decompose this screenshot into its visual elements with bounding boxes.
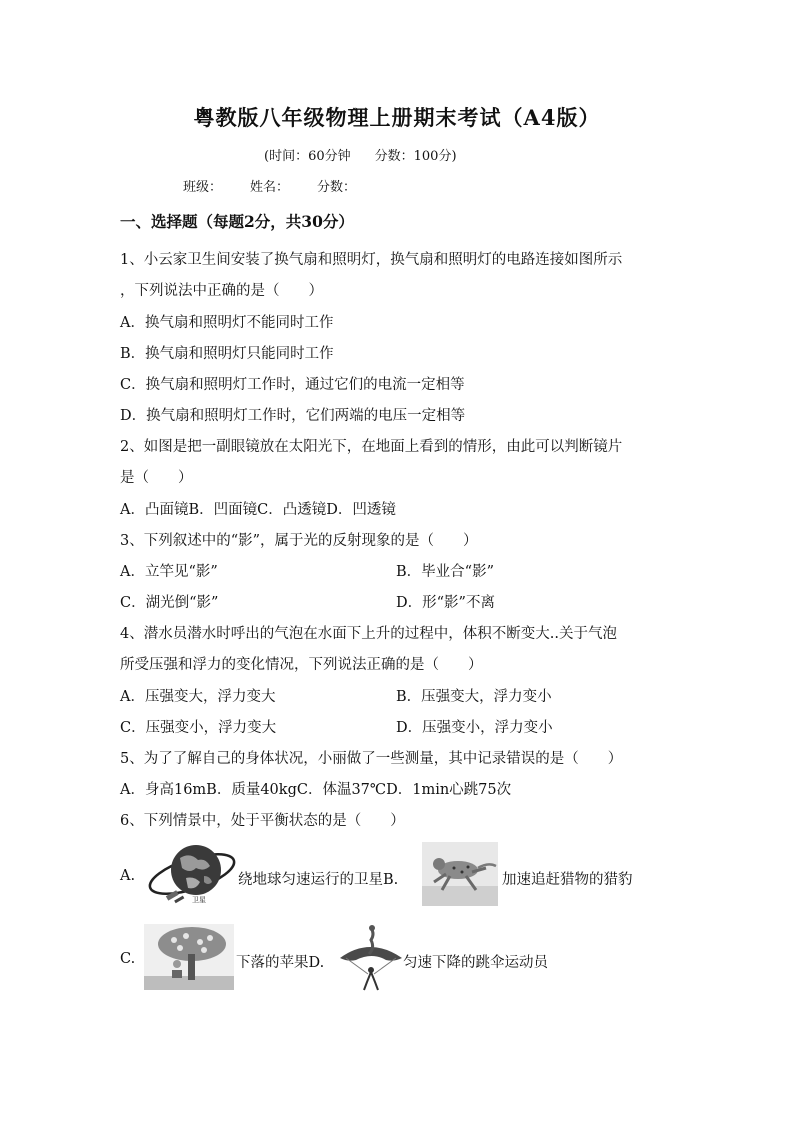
q1-option-b: B．换气扇和照明灯只能同时工作 bbox=[120, 346, 334, 362]
q2-stem-1: 2、如图是把一副眼镜放在太阳光下，在地面上看到的情形，由此可以判断镜片 bbox=[120, 439, 623, 455]
exam-info bbox=[264, 145, 457, 164]
q2-stem-2: 是（ ） bbox=[120, 470, 193, 486]
student-info bbox=[183, 176, 356, 195]
satellite-label: 卫星 bbox=[192, 896, 206, 904]
q1-stem-1: 1、小云家卫生间安装了换气扇和照明灯，换气扇和照明灯的电路连接如图所示 bbox=[120, 252, 623, 268]
q6-text-b: 加速追赶猎物的猎豹 bbox=[502, 872, 633, 888]
q6-text-a: 绕地球匀速运行的卫星B. bbox=[238, 872, 399, 888]
parachutist-image bbox=[338, 924, 404, 994]
class-label: 班级： bbox=[183, 180, 223, 195]
q1-option-a: A．换气扇和照明灯不能同时工作 bbox=[120, 315, 334, 331]
q6-stem: 6、下列情景中，处于平衡状态的是（ ） bbox=[120, 813, 405, 829]
q2-options: A．凸面镜B．凹面镜C．凸透镜D．凹透镜 bbox=[120, 502, 396, 518]
page-title: 粤教版八年级物理上册期末考试（A4版） bbox=[193, 105, 601, 130]
q4-option-d: D．压强变小，浮力变小 bbox=[396, 720, 553, 736]
q4-option-a: A．压强变大，浮力变大 bbox=[120, 689, 276, 705]
q6-label-a: A. bbox=[120, 868, 136, 884]
q1-option-c: C．换气扇和照明灯工作时，通过它们的电流一定相等 bbox=[120, 377, 465, 393]
q4-stem-2: 所受压强和浮力的变化情况，下列说法正确的是（ ） bbox=[120, 657, 483, 673]
q4-stem-1: 4、潜水员潜水时呼出的气泡在水面下上升的过程中，体积不断变大..关于气泡 bbox=[120, 626, 617, 642]
q1-option-d: D．换气扇和照明灯工作时，它们两端的电压一定相等 bbox=[120, 408, 466, 424]
exam-score: 分数：100分) bbox=[374, 149, 457, 164]
q3-option-b: B．毕业合“影” bbox=[396, 564, 494, 580]
apple-tree-image bbox=[144, 924, 234, 990]
section-heading: 一、选择题（每题2分，共30分） bbox=[120, 212, 354, 231]
q3-stem: 3、下列叙述中的“影”，属于光的反射现象的是（ ） bbox=[120, 533, 478, 549]
q6-text-d: 匀速下降的跳伞运动员 bbox=[403, 955, 548, 971]
q4-option-b: B．压强变大，浮力变小 bbox=[396, 689, 552, 705]
exam-time: (时间：60分钟 bbox=[264, 149, 351, 164]
satellite-earth-image bbox=[144, 838, 238, 912]
cheetah-image bbox=[422, 842, 498, 906]
q3-option-c: C．湖光倒“影” bbox=[120, 595, 219, 611]
q3-option-a: A．立竿见“影” bbox=[120, 564, 218, 580]
name-label: 姓名： bbox=[250, 180, 290, 195]
q6-label-c: C. bbox=[120, 951, 136, 967]
q3-option-d: D．形“影”不离 bbox=[396, 595, 495, 611]
q5-options: A．身高16mB．质量40kgC．体温37℃D．1min心跳75次 bbox=[120, 782, 512, 798]
q6-text-c: 下落的苹果D. bbox=[236, 955, 325, 971]
q1-stem-2: ，下列说法中正确的是（ ） bbox=[120, 283, 323, 299]
q4-option-c: C．压强变小，浮力变大 bbox=[120, 720, 277, 736]
score-label: 分数： bbox=[317, 180, 357, 195]
q5-stem: 5、为了了解自己的身体状况，小丽做了一些测量，其中记录错误的是（ ） bbox=[120, 751, 623, 767]
